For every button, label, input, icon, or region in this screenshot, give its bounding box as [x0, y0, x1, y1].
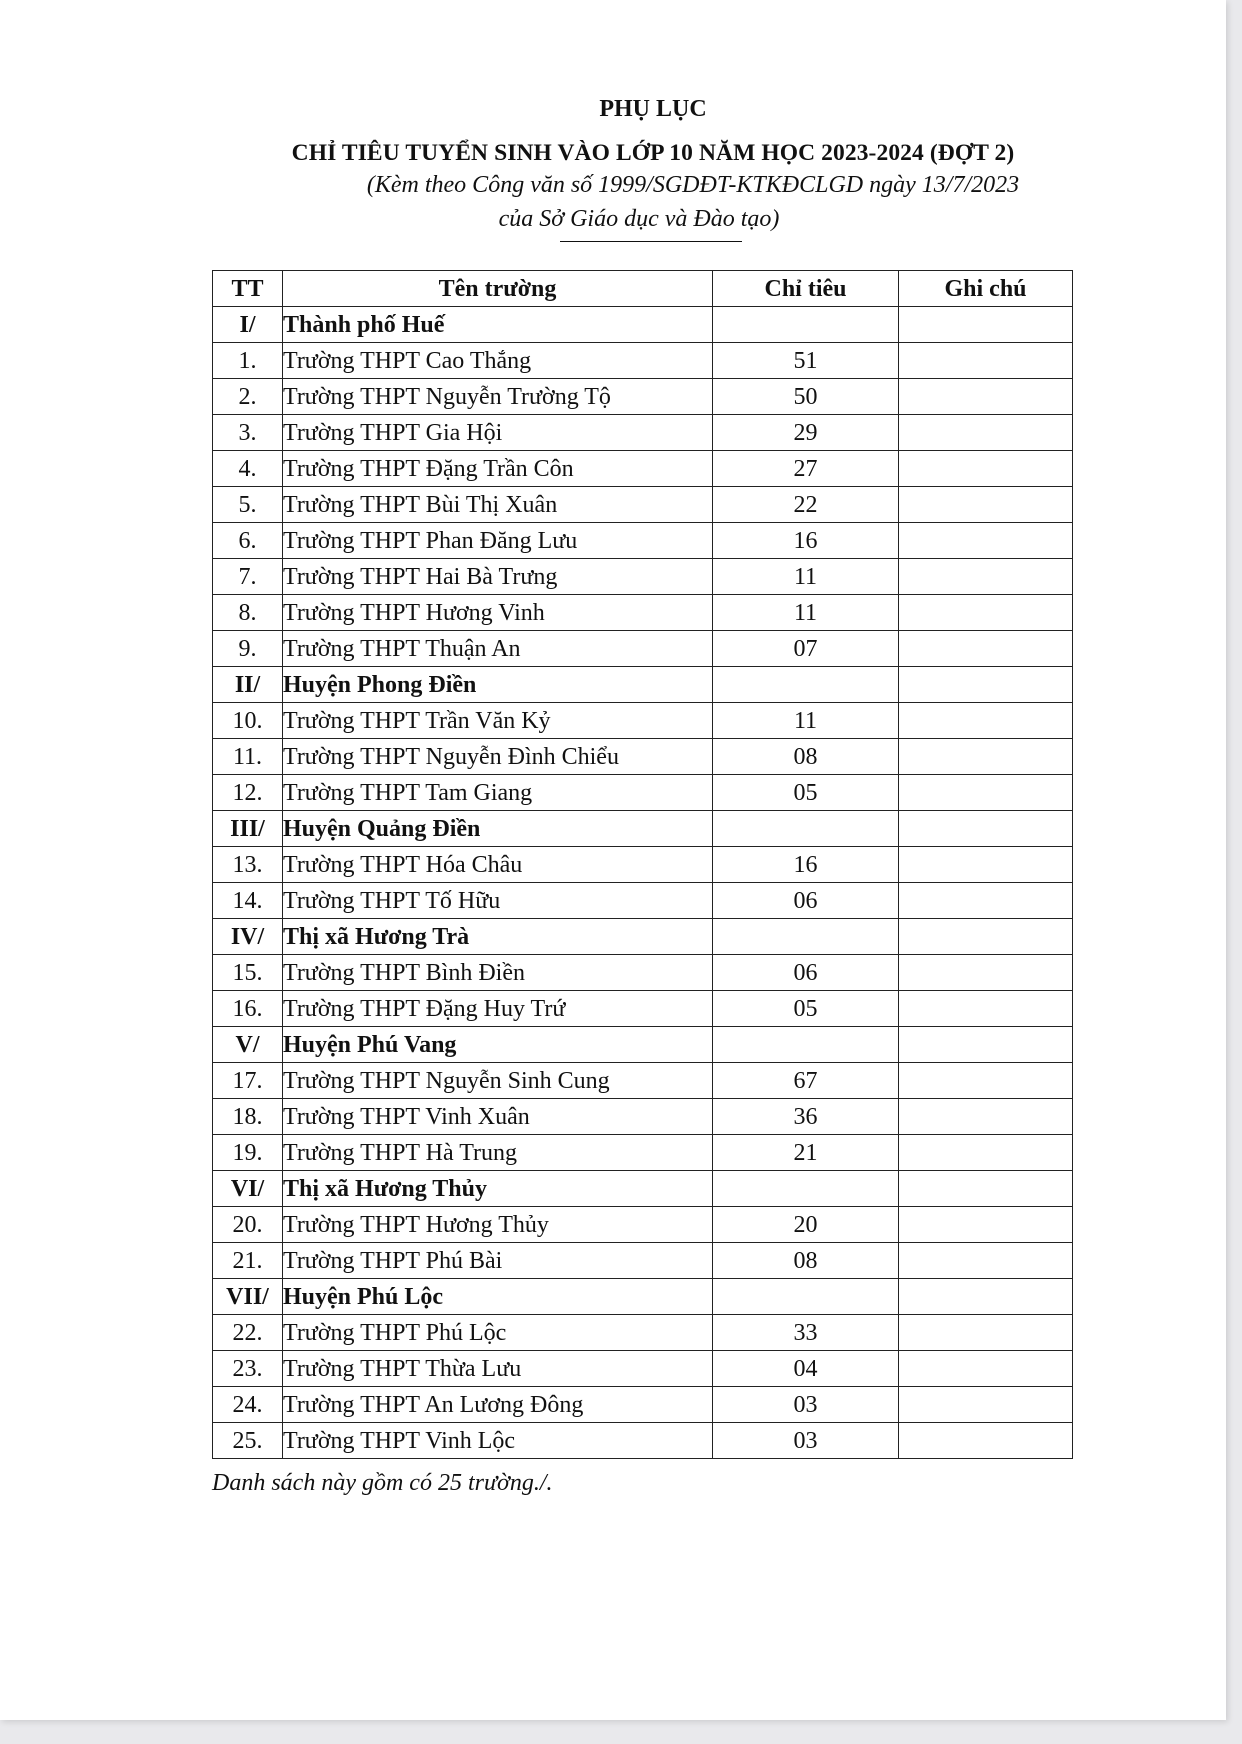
table-row: [213, 379, 1073, 415]
school-quota: 36: [713, 1099, 899, 1135]
school-name: Trường THPT Nguyễn Đình Chiểu: [283, 739, 713, 775]
group-note-cell: [899, 667, 1073, 703]
group-quota-cell: [713, 1171, 899, 1207]
school-note: [899, 847, 1073, 883]
group-quota-cell: [713, 919, 899, 955]
table-row: [213, 1135, 1073, 1171]
school-note: [899, 595, 1073, 631]
school-quota: 33: [713, 1315, 899, 1351]
table-row: [213, 631, 1073, 667]
table-row: [213, 775, 1073, 811]
group-name: Thành phố Huế: [283, 307, 713, 343]
school-name: Trường THPT Tam Giang: [283, 775, 713, 811]
school-name: Trường THPT Tố Hữu: [283, 883, 713, 919]
school-number: 8.: [213, 595, 283, 631]
school-note: [899, 523, 1073, 559]
table-row: [213, 883, 1073, 919]
school-note: [899, 451, 1073, 487]
school-quota: 06: [713, 955, 899, 991]
school-number: 7.: [213, 559, 283, 595]
school-note: [899, 1351, 1073, 1387]
school-number: 5.: [213, 487, 283, 523]
group-row: [213, 1171, 1073, 1207]
group-row: [213, 1027, 1073, 1063]
group-number: IV/: [213, 919, 283, 955]
school-quota: 22: [713, 487, 899, 523]
school-name: Trường THPT Thuận An: [283, 631, 713, 667]
school-name: Trường THPT An Lương Đông: [283, 1387, 713, 1423]
school-quota: 50: [713, 379, 899, 415]
table-row: [213, 1243, 1073, 1279]
school-name: Trường THPT Nguyễn Trường Tộ: [283, 379, 713, 415]
school-number: 15.: [213, 955, 283, 991]
group-name: Thị xã Hương Trà: [283, 919, 713, 955]
school-name: Trường THPT Vinh Lộc: [283, 1423, 713, 1459]
school-note: [899, 955, 1073, 991]
school-quota: 11: [713, 703, 899, 739]
school-note: [899, 991, 1073, 1027]
school-number: 9.: [213, 631, 283, 667]
group-name: Thị xã Hương Thủy: [283, 1171, 713, 1207]
school-quota: 05: [713, 775, 899, 811]
school-name: Trường THPT Hương Vinh: [283, 595, 713, 631]
school-quota: 08: [713, 739, 899, 775]
document-note-line-2: của Sở Giáo dục và Đào tạo): [498, 206, 780, 232]
school-name: Trường THPT Nguyễn Sinh Cung: [283, 1063, 713, 1099]
school-name: Trường THPT Vinh Xuân: [283, 1099, 713, 1135]
group-quota-cell: [713, 811, 899, 847]
group-row: [213, 667, 1073, 703]
school-note: [899, 883, 1073, 919]
school-quota: 11: [713, 595, 899, 631]
school-name: Trường THPT Đặng Huy Trứ: [283, 991, 713, 1027]
school-number: 22.: [213, 1315, 283, 1351]
school-name: Trường THPT Trần Văn Kỷ: [283, 703, 713, 739]
document-title: PHỤ LỤC: [599, 96, 707, 122]
school-number: 6.: [213, 523, 283, 559]
school-note: [899, 1387, 1073, 1423]
column-header-note: Ghi chú: [899, 271, 1073, 307]
school-note: [899, 559, 1073, 595]
table-row: [213, 487, 1073, 523]
column-header-school-name: Tên trường: [283, 271, 713, 307]
school-note: [899, 415, 1073, 451]
group-note-cell: [899, 1171, 1073, 1207]
column-header-tt: TT: [213, 271, 283, 307]
table-row: [213, 595, 1073, 631]
group-name: Huyện Phong Điền: [283, 667, 713, 703]
group-name: Huyện Phú Lộc: [283, 1279, 713, 1315]
school-number: 11.: [213, 739, 283, 775]
school-note: [899, 703, 1073, 739]
group-number: VII/: [213, 1279, 283, 1315]
group-row: [213, 919, 1073, 955]
table-header-row: [213, 271, 1073, 307]
school-note: [899, 739, 1073, 775]
table-row: [213, 1207, 1073, 1243]
table-row: [213, 1387, 1073, 1423]
group-note-cell: [899, 811, 1073, 847]
school-number: 17.: [213, 1063, 283, 1099]
school-name: Trường THPT Bình Điền: [283, 955, 713, 991]
school-number: 14.: [213, 883, 283, 919]
school-name: Trường THPT Thừa Lưu: [283, 1351, 713, 1387]
school-note: [899, 1315, 1073, 1351]
school-name: Trường THPT Gia Hội: [283, 415, 713, 451]
school-number: 18.: [213, 1099, 283, 1135]
table-row: [213, 1315, 1073, 1351]
group-name: Huyện Phú Vang: [283, 1027, 713, 1063]
school-note: [899, 1207, 1073, 1243]
table-row: [213, 1099, 1073, 1135]
school-quota: 21: [713, 1135, 899, 1171]
school-note: [899, 379, 1073, 415]
school-note: [899, 1135, 1073, 1171]
table-row: [213, 343, 1073, 379]
table-row: [213, 523, 1073, 559]
school-quota: 05: [713, 991, 899, 1027]
group-quota-cell: [713, 307, 899, 343]
group-name: Huyện Quảng Điền: [283, 811, 713, 847]
school-quota: 03: [713, 1423, 899, 1459]
school-note: [899, 1099, 1073, 1135]
school-name: Trường THPT Cao Thắng: [283, 343, 713, 379]
school-quota: 67: [713, 1063, 899, 1099]
document-subtitle: CHỈ TIÊU TUYỂN SINH VÀO LỚP 10 NĂM HỌC 2023-2024 (ĐỢT 2): [291, 140, 1015, 166]
table-row: [213, 415, 1073, 451]
school-quota: 04: [713, 1351, 899, 1387]
table-row: [213, 1351, 1073, 1387]
group-quota-cell: [713, 667, 899, 703]
school-quota: 51: [713, 343, 899, 379]
school-note: [899, 487, 1073, 523]
table-row: [213, 451, 1073, 487]
school-name: Trường THPT Hương Thủy: [283, 1207, 713, 1243]
school-name: Trường THPT Hai Bà Trưng: [283, 559, 713, 595]
school-quota: 20: [713, 1207, 899, 1243]
school-number: 2.: [213, 379, 283, 415]
school-number: 16.: [213, 991, 283, 1027]
school-name: Trường THPT Đặng Trần Côn: [283, 451, 713, 487]
school-quota: 27: [713, 451, 899, 487]
group-row: [213, 1279, 1073, 1315]
group-quota-cell: [713, 1027, 899, 1063]
school-name: Trường THPT Phú Lộc: [283, 1315, 713, 1351]
group-note-cell: [899, 1027, 1073, 1063]
table-row: [213, 703, 1073, 739]
header-divider: [560, 241, 742, 242]
group-number: III/: [213, 811, 283, 847]
table-row: [213, 739, 1073, 775]
group-number: VI/: [213, 1171, 283, 1207]
school-quota: 11: [713, 559, 899, 595]
school-number: 3.: [213, 415, 283, 451]
school-note: [899, 1063, 1073, 1099]
document-note-line-1: (Kèm theo Công văn số 1999/SGDĐT-KTKĐCLGD ngày 13/7/2023: [366, 172, 1020, 198]
table-body: [213, 307, 1073, 1459]
group-number: II/: [213, 667, 283, 703]
school-number: 12.: [213, 775, 283, 811]
school-note: [899, 343, 1073, 379]
group-row: [213, 811, 1073, 847]
school-name: Trường THPT Hà Trung: [283, 1135, 713, 1171]
school-name: Trường THPT Hóa Châu: [283, 847, 713, 883]
table-row: [213, 559, 1073, 595]
quota-table: [212, 270, 1073, 1459]
school-number: 13.: [213, 847, 283, 883]
group-note-cell: [899, 919, 1073, 955]
document-footer-note: Danh sách này gồm có 25 trường./.: [212, 1470, 553, 1496]
group-row: [213, 307, 1073, 343]
table-row: [213, 1423, 1073, 1459]
school-note: [899, 1243, 1073, 1279]
school-note: [899, 775, 1073, 811]
group-note-cell: [899, 1279, 1073, 1315]
school-quota: 16: [713, 847, 899, 883]
school-note: [899, 1423, 1073, 1459]
school-quota: 06: [713, 883, 899, 919]
group-number: I/: [213, 307, 283, 343]
school-number: 10.: [213, 703, 283, 739]
school-note: [899, 631, 1073, 667]
table-row: [213, 1063, 1073, 1099]
school-number: 4.: [213, 451, 283, 487]
table-row: [213, 847, 1073, 883]
table-row: [213, 991, 1073, 1027]
school-name: Trường THPT Bùi Thị Xuân: [283, 487, 713, 523]
group-number: V/: [213, 1027, 283, 1063]
school-name: Trường THPT Phú Bài: [283, 1243, 713, 1279]
column-header-quota: Chỉ tiêu: [713, 271, 899, 307]
school-quota: 16: [713, 523, 899, 559]
table-row: [213, 955, 1073, 991]
school-quota: 03: [713, 1387, 899, 1423]
school-quota: 07: [713, 631, 899, 667]
school-number: 24.: [213, 1387, 283, 1423]
school-name: Trường THPT Phan Đăng Lưu: [283, 523, 713, 559]
school-number: 25.: [213, 1423, 283, 1459]
school-number: 1.: [213, 343, 283, 379]
school-number: 21.: [213, 1243, 283, 1279]
school-number: 19.: [213, 1135, 283, 1171]
school-quota: 29: [713, 415, 899, 451]
school-number: 20.: [213, 1207, 283, 1243]
school-number: 23.: [213, 1351, 283, 1387]
group-quota-cell: [713, 1279, 899, 1315]
school-quota: 08: [713, 1243, 899, 1279]
group-note-cell: [899, 307, 1073, 343]
